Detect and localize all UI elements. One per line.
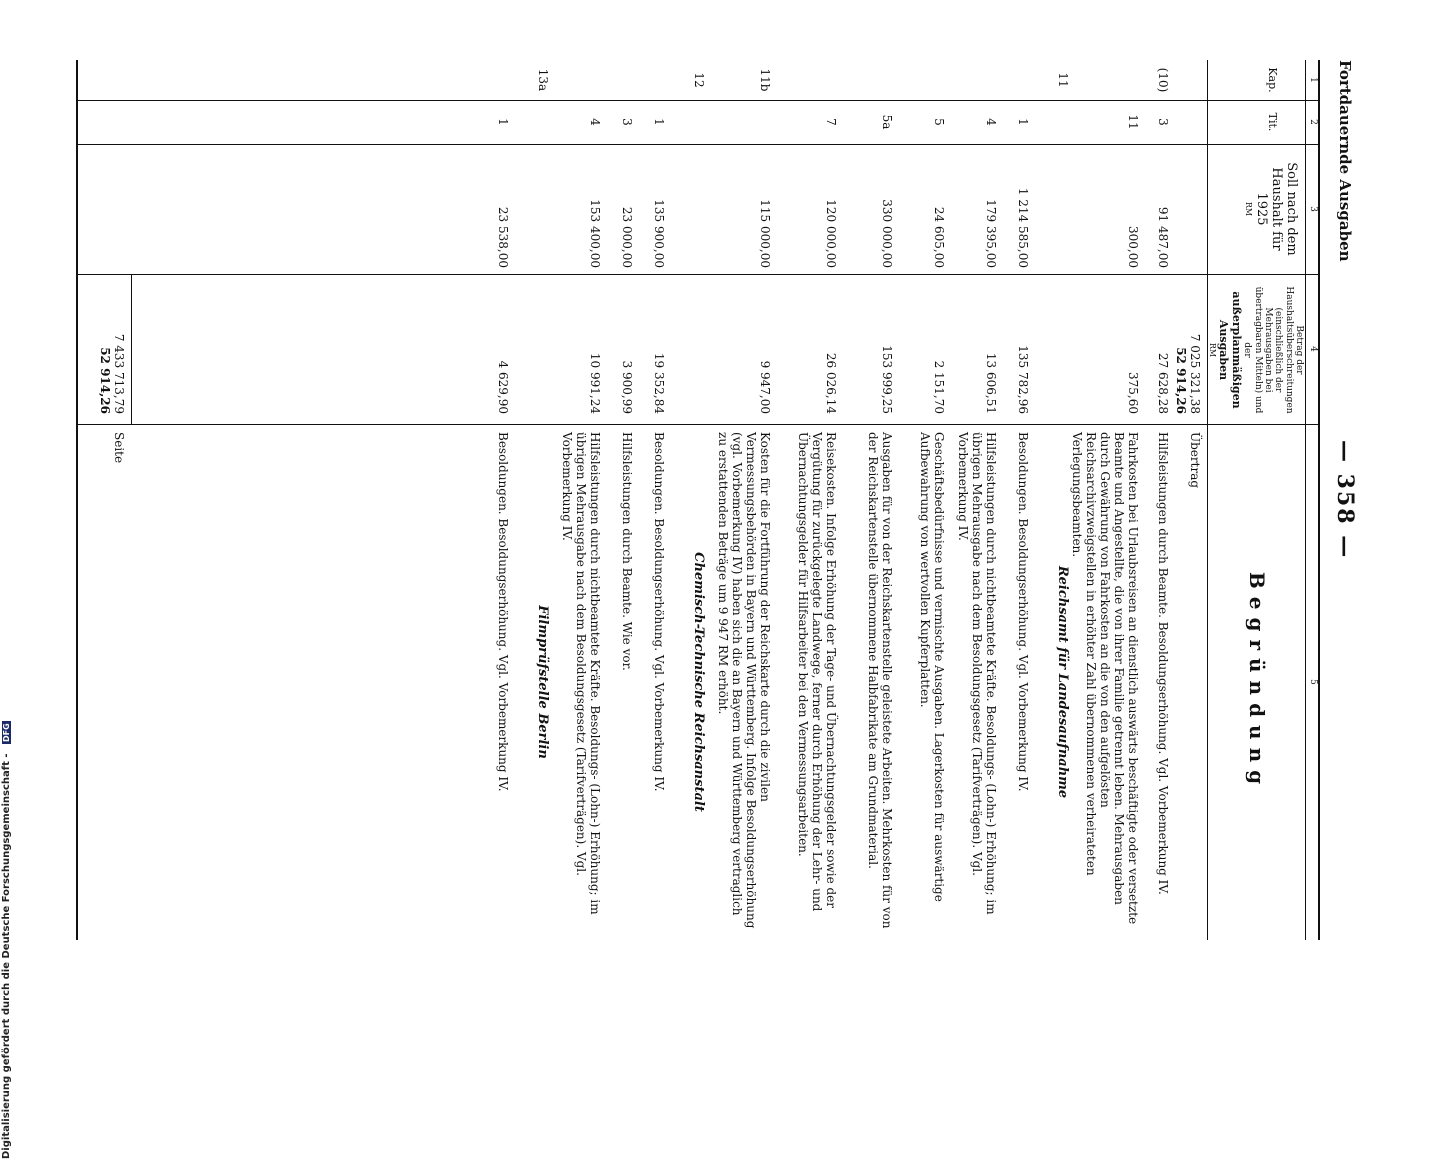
row-tit: 3	[1156, 118, 1170, 126]
row-soll: 115 000,00	[758, 199, 772, 268]
row-betrag: 9 947,00	[758, 360, 772, 414]
row-justification: Reisekosten. Infolge Erhöhung der Tage- und Übernachtungsgelder sowie der Vergütung für zurückgelegte Landwege, ferner durch Erhöhung der Lehr- und Übernachtungsgelder für Hilfsarbeiter bei den Vermessungsarbeiten.	[796, 432, 838, 912]
header-soll-unit: RM	[1244, 201, 1254, 217]
colnum-2: 2	[1308, 119, 1318, 125]
total-amount-bold: 52 914,26	[98, 347, 112, 414]
row-betrag: 13 606,51	[984, 352, 998, 414]
row-soll: 153 400,00	[588, 199, 602, 268]
row-tit: 1	[1016, 118, 1030, 126]
document-page	[60, 60, 1360, 940]
row-betrag: 3 900,99	[620, 360, 634, 414]
row-justification: Besoldungen. Besoldungserhöhung. Vgl. Vorbemerkung IV.	[652, 432, 666, 792]
row-justification: Hilfsleistungen durch Beamte. Besoldungserhöhung. Vgl. Vorbemerkung IV.	[1156, 432, 1170, 895]
row-soll: 23 538,00	[496, 206, 510, 268]
row-tit: 3	[620, 118, 634, 126]
digitization-note	[0, 0, 22, 1159]
row-betrag: 19 352,84	[652, 352, 666, 414]
row-tit: 5	[932, 118, 946, 126]
row-justification: Besoldungen. Besoldungserhöhung. Vgl. Vorbemerkung IV.	[496, 432, 510, 792]
row-tit: 1	[496, 118, 510, 126]
row-soll: 330 000,00	[880, 199, 894, 268]
colnum-5: 5	[1308, 679, 1318, 685]
row-betrag: 4 629,90	[496, 360, 510, 414]
total-rule	[131, 274, 132, 424]
colnum-3: 3	[1308, 206, 1318, 212]
row-betrag: 27 628,28	[1156, 352, 1170, 414]
row-soll: 135 900,00	[652, 199, 666, 268]
row-betrag: 135 782,96	[1016, 345, 1030, 414]
header-soll	[1244, 150, 1298, 268]
row-justification: Geschäftsbedürfnisse und vermischte Ausgaben. Lagerkosten für auswärtige Aufbewahrung von wertvollen Kupferplatten.	[918, 432, 946, 902]
row-tit: 11	[1126, 114, 1140, 130]
header-bottom-rule	[1207, 60, 1208, 940]
rotated-table-region	[60, 60, 1360, 940]
row-justification: Besoldungen. Besoldungserhöhung. Vgl. Vorbemerkung IV.	[1016, 432, 1030, 792]
row-justification: Hilfsleistungen durch nichtbeamtete Kräfte. Besoldungs- (Lohn-) Erhöhung; im übrigen Mehrausgabe nach dem Besoldungsgesetz (Tarifverträgen). Vgl. Vorbemerkung IV.	[560, 432, 602, 915]
uebertrag-amount: 7 025 321,38	[1188, 333, 1202, 414]
row-soll: 23 000,00	[620, 206, 634, 268]
row-justification: Hilfsleistungen durch nichtbeamtete Kräfte. Besoldungs- (Lohn-) Erhöhung; im übrigen Mehrausgabe nach dem Besoldungsgesetz (Tarifverträgen). Vgl. Vorbemerkung IV.	[956, 432, 998, 915]
header-betrag	[1207, 280, 1304, 420]
page-number: — 358 —	[1332, 440, 1358, 560]
row-justification: Kosten für die Fortführung der Reichskarte durch die zivilen Vermessungsbehörden in Bayern und Württemberg. Infolge Besoldungserhöhung (vgl. Vorbemerkung IV) haben sich die an Bayern und Württemberg vertraglich zu erstattenden Beträge um 9 947 RM erhöht.	[716, 432, 772, 929]
colnum-1: 1	[1308, 77, 1318, 83]
row-section-heading: Reichsamt für Landesaufnahme	[1055, 565, 1070, 799]
page-header	[1324, 60, 1360, 940]
row-betrag: 2 151,70	[932, 360, 946, 414]
row-soll: 1 214 585,00	[1016, 187, 1030, 268]
total-label: Seite	[112, 432, 126, 464]
header-soll-text: Soll nach dem Haushalt für 1925	[1254, 162, 1299, 256]
row-justification: Hilfsleistungen durch Beamte. Wie vor.	[620, 432, 634, 671]
row-betrag: 10 991,24	[588, 352, 602, 414]
row-tit: 7	[824, 118, 838, 126]
header-kap: Kap.	[1266, 67, 1279, 93]
row-kap: 11	[1056, 72, 1070, 88]
col-divider-4	[78, 424, 1318, 425]
uebertrag-label: Übertrag	[1188, 432, 1202, 489]
row-section-heading: Chemisch-Technische Reichsanstalt	[691, 552, 706, 812]
digitization-note-text: Digitalisierung gefördert durch die Deutsche Forschungsgemeinschaft -	[1, 753, 12, 1159]
row-justification: Ausgaben für von der Reichskartenstelle geleistete Arbeiten. Mehrkosten für von der Reichskartenstelle übernommene Halbfabrikate am Grundmaterial.	[866, 432, 894, 929]
row-betrag: 26 026,14	[824, 352, 838, 414]
budget-table	[76, 60, 1320, 940]
row-tit: 4	[588, 118, 602, 126]
dfg-logo: DFG	[1, 723, 11, 742]
total-amount: 7 433 713,79	[112, 333, 126, 414]
row-kap: (10)	[1156, 67, 1170, 93]
header-betrag-text: Betrag der Haushaltsüberschreitungen (einschließlich der Mehrausgaben bei übertragbaren Mitteln) und der	[1242, 286, 1304, 414]
row-betrag: 153 999,25	[880, 345, 894, 414]
header-begruendung: Begründung	[1245, 571, 1269, 793]
row-tit: 4	[984, 118, 998, 126]
row-soll: 91 487,00	[1156, 206, 1170, 268]
row-tit: 1	[652, 118, 666, 126]
row-soll: 24 605,00	[932, 206, 946, 268]
uebertrag-amount-bold: 52 914,26	[1174, 347, 1188, 414]
header-betrag-bold: außerplanmäßigen Ausgaben	[1217, 291, 1243, 409]
row-justification: Fahrkosten bei Urlaubsreisen an dienstlich auswärts beschäftigte oder versetzte Beamte und Angestellte, die von ihrer Familie getrennt leben. Mehrausgaben durch Gewährung von Fahrkosten an die von den aufgelösten Reichsarchivzweigstellen in erhöhter Zahl übernommenen verheirateten Verlegungsbeamten.	[1070, 432, 1140, 925]
row-soll: 300,00	[1126, 226, 1140, 268]
row-section-heading: Filmprüfstelle Berlin	[535, 605, 550, 759]
header-betrag-unit: RM	[1207, 342, 1217, 358]
colnum-4: 4	[1308, 346, 1318, 352]
header-left-title: Fortdauernde Ausgaben	[1336, 60, 1354, 262]
row-betrag: 375,60	[1126, 372, 1140, 414]
row-kap: 12	[692, 72, 706, 88]
column-number-row	[1305, 60, 1318, 940]
row-kap: 11b	[758, 68, 772, 92]
row-soll: 120 000,00	[824, 199, 838, 268]
row-tit: 5a	[880, 114, 894, 130]
row-kap: 13a	[536, 68, 550, 92]
row-soll: 179 395,00	[984, 199, 998, 268]
header-tit: Tit.	[1266, 112, 1279, 132]
